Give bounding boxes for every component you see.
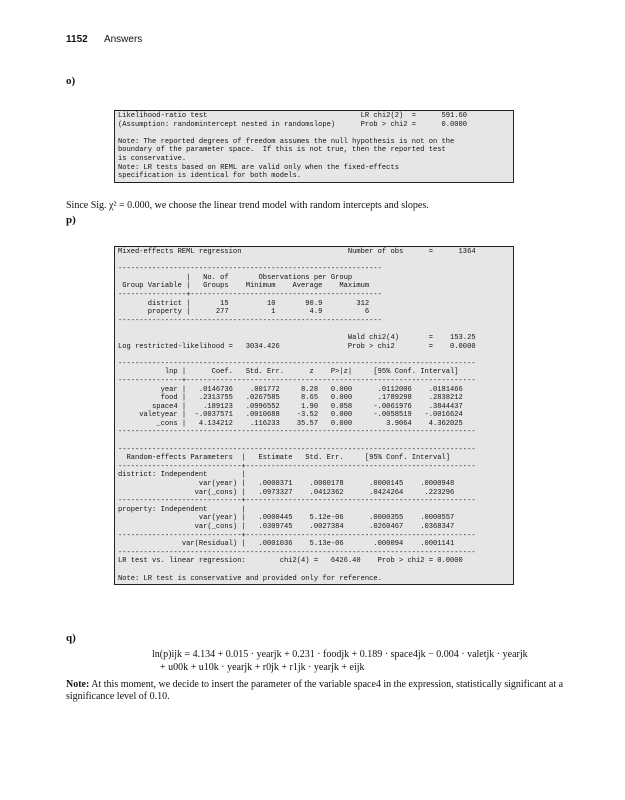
- lr-test-output: Likelihood-ratio test LR chi2(2) = 591.60 (Assumption: randomintercept nested in randomslope) Prob > chi2 = 0.0000 Note: The reported degrees of freedom assumes the null hypothesis is not on the boundary of the parameter space. If this is not true, then the reported test is conservative. Note: LR tests based on REML are valid only when the fixed-effects specification is identical for both models.: [118, 112, 468, 181]
- section-label-p: p): [66, 214, 76, 226]
- formula-line-2: + u00k + u10k · yearjk + r0jk + r1jk · yearjk + eijk: [160, 662, 365, 673]
- note-label: Note:: [66, 679, 90, 690]
- note-text: At this moment, we decide to insert the parameter of the variable space4 in the expression, statistically significant at a significance level of 0.10.: [66, 679, 564, 702]
- section-label-q: q): [66, 632, 76, 644]
- conclusion-o: Since Sig. χ² = 0.000, we choose the linear trend model with random intercepts and slopes.: [66, 200, 429, 211]
- lr-test-output-box: [114, 110, 514, 183]
- page-header: [66, 34, 142, 45]
- section-label-o: o): [66, 75, 76, 87]
- mixed-regression-output: Mixed-effects REML regression Number of obs = 1364 -------------------------------------------------------------- | No. of Observations per Group Group Variable | Groups Minimum Average Maximum ----------------+--------------------------------------------- district | 15 10 90.9 312 property | 277 1 4.9 6 -------------------------------------------------------------- Wald chi2(4) = 153.25 Log restricted-likelihood = 3034.426 Prob > chi2 = 0.0000 ------------------------------------------------------------------------------------ lnp | Coef. Std. Err. z P>|z| [95% Conf. Interval] ---------------+-------------------------------------------------------------------- year | .0146736 .001772 8.28 0.000 .0112006 .0181466 food | .2313755 .0267585 8.65 0.000 .1789298 .2838212 space4 | .189123 .0996552 1.90 0.058 -.0061976 .3844437 valetyear | -.0037571 .0010688 -3.52 0.000 -.0058519 -.0016624 _cons | 4.134212 .116233 35.57 0.000 3.9064 4.362025 ------------------------------------------------------------------------------------ ------------------------------------------------------------------------------------ Random-effects Parameters | Estimate Std. Err. [95% Conf. Interval] -----------------------------+------------------------------------------------------ district: Independent | var(year) | .0000371 .0000178 .0000145 .0000948 var(_cons) | .0973327 .0412362 .0424264 .223296 -----------------------------+------------------------------------------------------ property: Independent | var(year) | .0000445 5.12e-06 .0000355 .0000557 var(_cons) | .0309745 .0027384 .0260467 .0368347 -----------------------------+------------------------------------------------------ var(Residual) | .0001036 5.13e-06 .000094 .0001141 ------------------------------------------------------------------------------------ LR test vs. linear regression: chi2(4) = 6426.40 Prob > chi2 = 0.0000 Note: LR test is conservative and provided only for reference.: [118, 248, 476, 583]
- note-q: [66, 679, 566, 703]
- section-title: Answers: [103, 34, 143, 45]
- formula-line-1: ln(p)ijk = 4.134 + 0.015 · yearjk + 0.231 · foodjk + 0.189 · space4jk − 0.004 · valetjk · yearjk: [152, 649, 528, 660]
- page-number: 1152: [66, 34, 88, 45]
- mixed-regression-output-box: [114, 246, 514, 585]
